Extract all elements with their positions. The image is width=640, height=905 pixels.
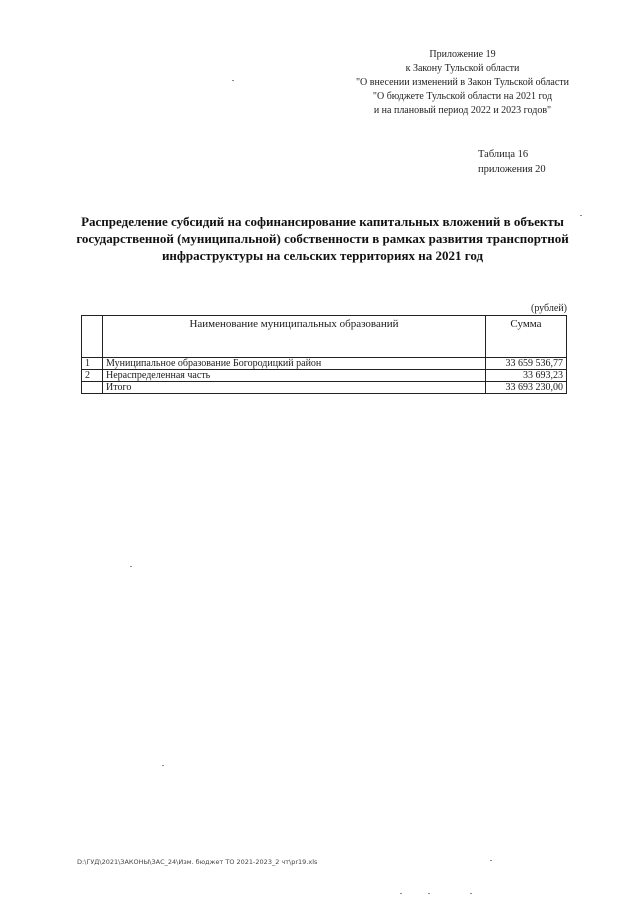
table-row [82,358,567,370]
row-sum: 33 659 536,77 [486,358,567,370]
row-name: Муниципальное образование Богородицкий район [103,358,486,370]
appendix-line-4: "О бюджете Тульской области на 2021 год [372,91,553,102]
appendix-reference [350,48,575,118]
scan-speck [470,893,472,894]
title-line-3: инфраструктуры на сельских территориях на 2021 год [161,248,484,263]
header-name: Наименование муниципальных образований [103,316,486,358]
row-sum: 33 693,23 [486,370,567,382]
scan-speck [490,860,492,861]
scan-speck [428,893,430,894]
title-line-2: государственной (муниципальной) собственности в рамках развития транспортной [76,231,569,246]
header-sum: Сумма [486,316,567,358]
row-number: 1 [82,358,103,370]
subsidy-table [81,315,567,394]
scan-speck [580,215,582,216]
total-row [82,382,567,394]
appendix-line-2: к Закону Тульской области [405,63,520,74]
total-sum: 33 693 230,00 [486,382,567,394]
currency-unit: (рублей) [530,303,567,314]
file-path-footer: D:\ГУД\2021\ЗАКОНЫ\ЗАС_24\Изм. бюджет ТО 2021-2023_2 чт\pr19.xls [77,858,318,866]
table-reference-line-2: приложения 20 [478,164,546,175]
document-title [70,213,575,264]
table-reference-line-1: Таблица 16 [478,149,529,160]
scan-speck [130,566,132,567]
table-row [82,370,567,382]
total-label: Итого [103,382,486,394]
appendix-line-5: и на плановый период 2022 и 2023 годов" [373,105,552,116]
table-reference [478,147,578,177]
appendix-line-1: Приложение 19 [429,49,496,60]
scan-speck [232,80,234,81]
appendix-line-3: "О внесении изменений в Закон Тульской области [355,77,570,88]
scan-speck [162,765,164,766]
row-number: 2 [82,370,103,382]
title-line-1: Распределение субсидий на софинансирование капитальных вложений в объекты [81,214,564,229]
row-name: Нераспределенная часть [103,370,486,382]
scan-speck [400,893,402,894]
table-header-row [82,316,567,358]
header-number-cell [82,316,103,358]
total-number-cell [82,382,103,394]
